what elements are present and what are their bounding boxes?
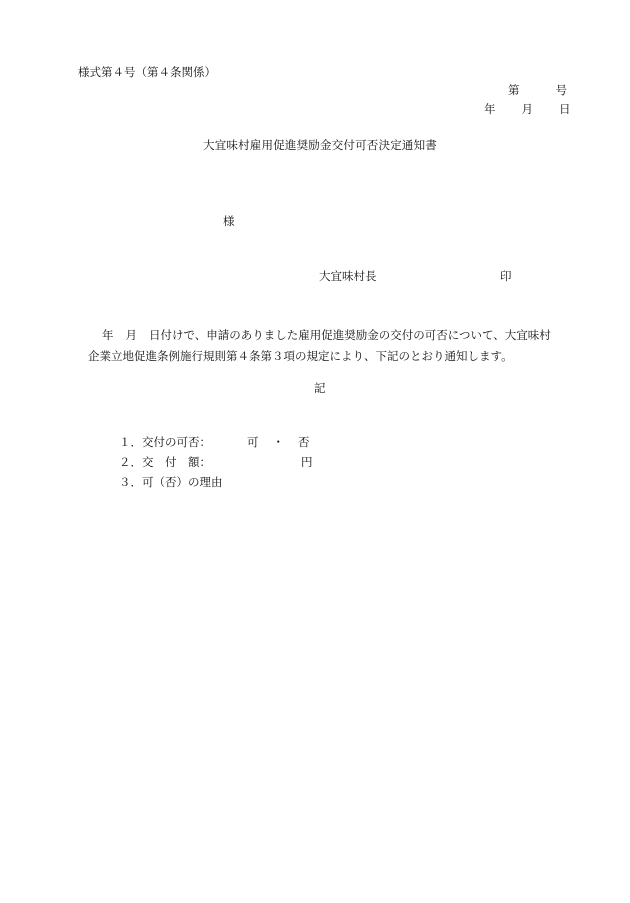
date-month: 月 [521, 102, 533, 116]
ki-heading: 記 [314, 381, 326, 395]
body-year: 年 [102, 328, 114, 342]
list-item [119, 437, 313, 457]
date-year: 年 [484, 102, 496, 116]
body-line-2: 企業立地促進条例施行規則第４条第３項の規定により、下記のとおり通知します。 [88, 349, 513, 363]
item-value-ka: 可 [247, 435, 259, 449]
addressee-honorific: 様 [223, 214, 235, 228]
date-day: 日 [559, 102, 571, 116]
issue-date [484, 104, 571, 116]
body-line-1 [88, 325, 568, 346]
document-number-suffix: 号 [555, 83, 567, 97]
body-day-text: 日付けで、申請のありました雇用促進奨励金の交付の可否について、大宜味村 [149, 328, 551, 342]
document-number-prefix: 第 [508, 83, 520, 97]
document-number [508, 85, 567, 97]
body-paragraph [88, 325, 568, 367]
list-item [119, 457, 313, 477]
sender-name: 大宜味村長 [319, 269, 377, 283]
item-label: 可（否）の理由 [142, 475, 223, 489]
form-number: 様式第４号（第４条関係） [78, 65, 216, 79]
items-list [119, 437, 313, 497]
item-separator: ・ [272, 435, 284, 449]
item-value-yen: 円 [301, 455, 313, 469]
body-month: 月 [125, 328, 137, 342]
seal-mark: 印 [500, 269, 512, 283]
item-label: 交 付 額： [142, 455, 211, 469]
item-value-hi: 否 [298, 435, 310, 449]
page-title: 大宜味村雇用促進奨励金交付可否決定通知書 [203, 138, 437, 152]
item-label: 交付の可否： [142, 435, 211, 449]
item-number: １． [119, 435, 142, 449]
list-item [119, 477, 313, 497]
item-number: ２． [119, 455, 142, 469]
item-number: ３． [119, 475, 142, 489]
